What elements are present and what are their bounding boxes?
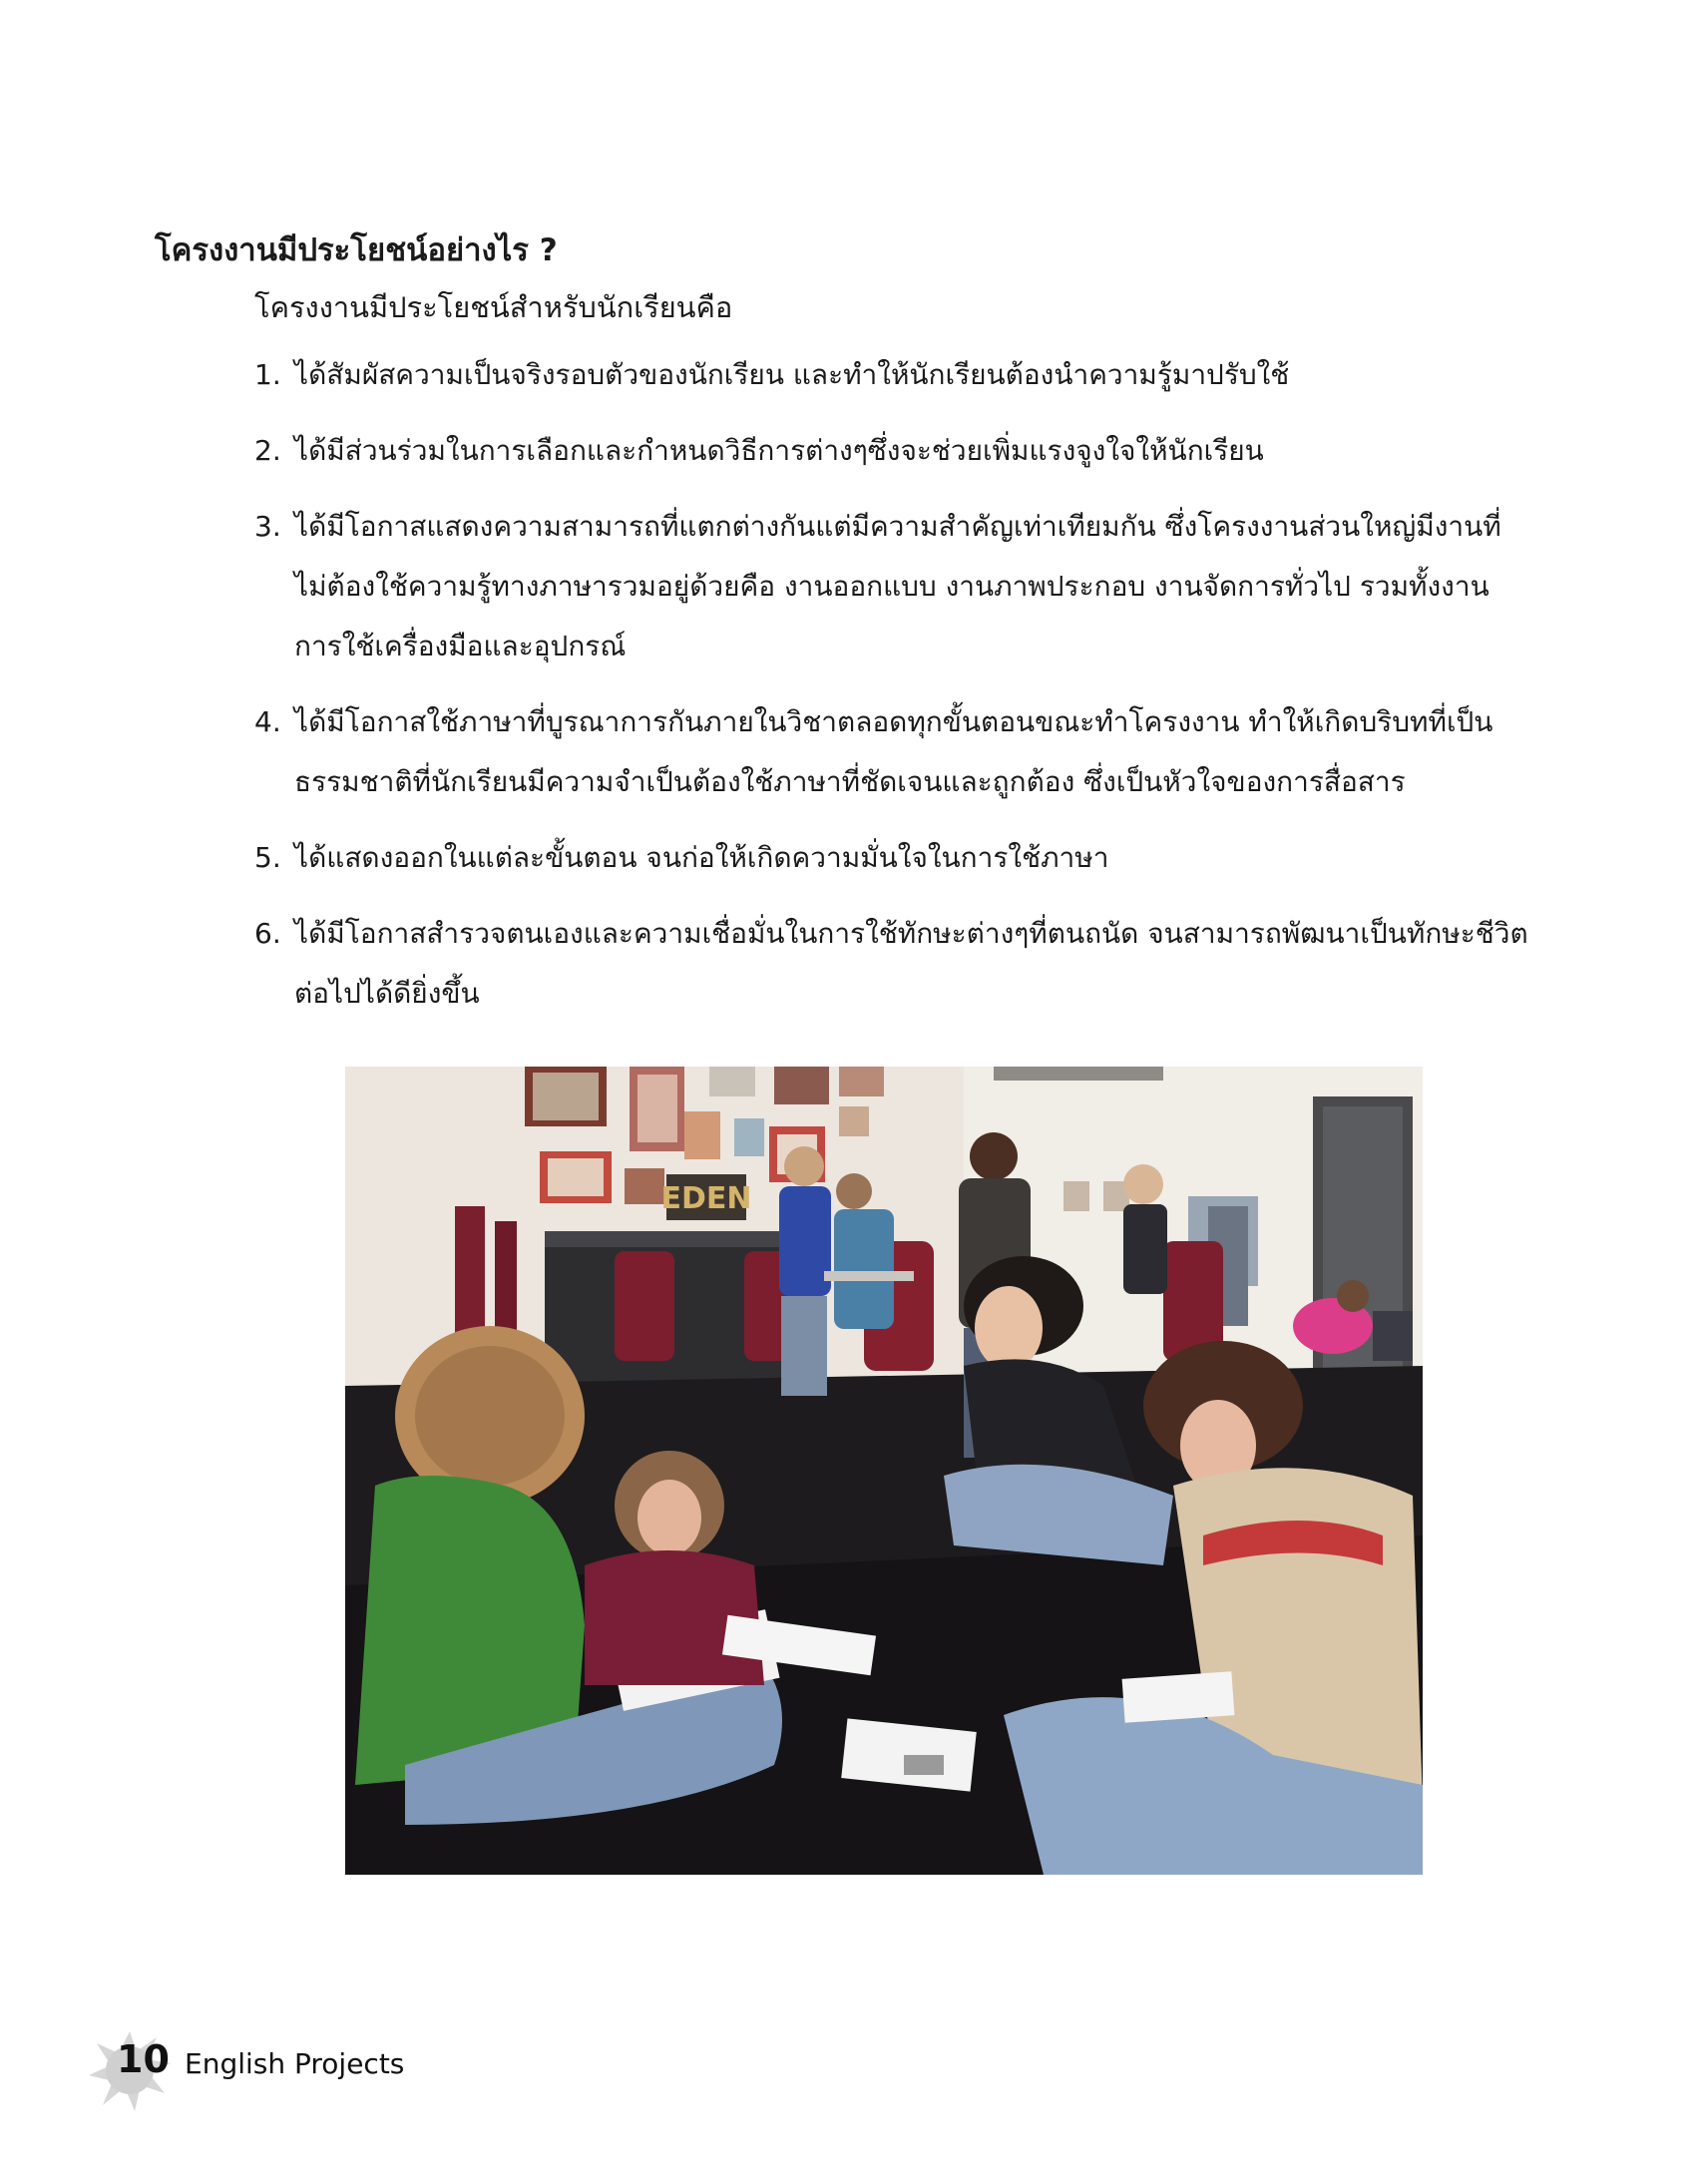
list-item-line: ได้มีโอกาสใช้ภาษาที่บูรณาการกันภายในวิชาตลอดทุกขั้นตอนขณะทำโครงงาน ทำให้เกิดบริบทที่เป็น — [294, 705, 1493, 738]
list-item-number: 6. — [254, 917, 281, 950]
list-item-number: 2. — [254, 434, 281, 467]
running-title: English Projects — [185, 2047, 405, 2080]
list-item — [254, 421, 1581, 481]
list-item-text — [294, 828, 1108, 888]
list-item — [254, 497, 1581, 676]
list-item — [254, 345, 1581, 405]
list-item-number: 3. — [254, 510, 281, 543]
page-footer — [85, 2025, 484, 2115]
list-item-line: ไม่ต้องใช้ความรู้ทางภาษารวมอยู่ด้วยคือ งานออกแบบ งานภาพประกอบ งานจัดการทั่วไป รวมทั้งงาน — [294, 570, 1489, 603]
benefit-list — [254, 345, 1581, 1040]
classroom-photo — [345, 1067, 1423, 1875]
list-item-text — [294, 692, 1492, 812]
eden-sign: EDEN — [660, 1181, 752, 1216]
list-item-line: ได้มีโอกาสแสดงความสามารถที่แตกต่างกันแต่มีความสำคัญเท่าเทียมกัน ซึ่งโครงงานส่วนใหญ่มีงานที่ — [294, 510, 1501, 543]
list-item-text — [294, 497, 1501, 676]
list-item-number: 1. — [254, 358, 281, 391]
page-number: 10 — [117, 2037, 170, 2081]
list-item-line: ต่อไปได้ดียิ่งขึ้น — [294, 977, 480, 1010]
list-item-text — [294, 904, 1528, 1024]
list-item-line: ได้มีส่วนร่วมในการเลือกและกำหนดวิธีการต่างๆซึ่งจะช่วยเพิ่มแรงจูงใจให้นักเรียน — [294, 434, 1264, 467]
list-item — [254, 904, 1581, 1024]
list-item-line: ธรรมชาติที่นักเรียนมีความจำเป็นต้องใช้ภาษาที่ชัดเจนและถูกต้อง ซึ่งเป็นหัวใจของการสื่อสาร — [294, 765, 1406, 798]
list-item — [254, 828, 1581, 888]
list-item-text — [294, 421, 1264, 481]
list-item-line: การใช้เครื่องมือและอุปกรณ์ — [294, 630, 627, 662]
section-heading: โครงงานมีประโยชน์อย่างไร ? — [155, 232, 558, 268]
intro-text: โครงงานมีประโยชน์สำหรับนักเรียนคือ — [254, 290, 733, 324]
list-item-line: ได้สัมผัสความเป็นจริงรอบตัวของนักเรียน และทำให้นักเรียนต้องนำความรู้มาปรับใช้ — [294, 358, 1290, 391]
list-item-number: 4. — [254, 705, 281, 738]
list-item-line: ได้มีโอกาสสำรวจตนเองและความเชื่อมั่นในการใช้ทักษะต่างๆที่ตนถนัด จนสามารถพัฒนาเป็นทักษะชีวิต — [294, 917, 1528, 950]
list-item-number: 5. — [254, 841, 281, 874]
list-item-line: ได้แสดงออกในแต่ละขั้นตอน จนก่อให้เกิดความมั่นใจในการใช้ภาษา — [294, 841, 1109, 874]
classroom-photo-illustration — [345, 1067, 1423, 1875]
list-item-text — [294, 345, 1289, 405]
list-item — [254, 692, 1581, 812]
